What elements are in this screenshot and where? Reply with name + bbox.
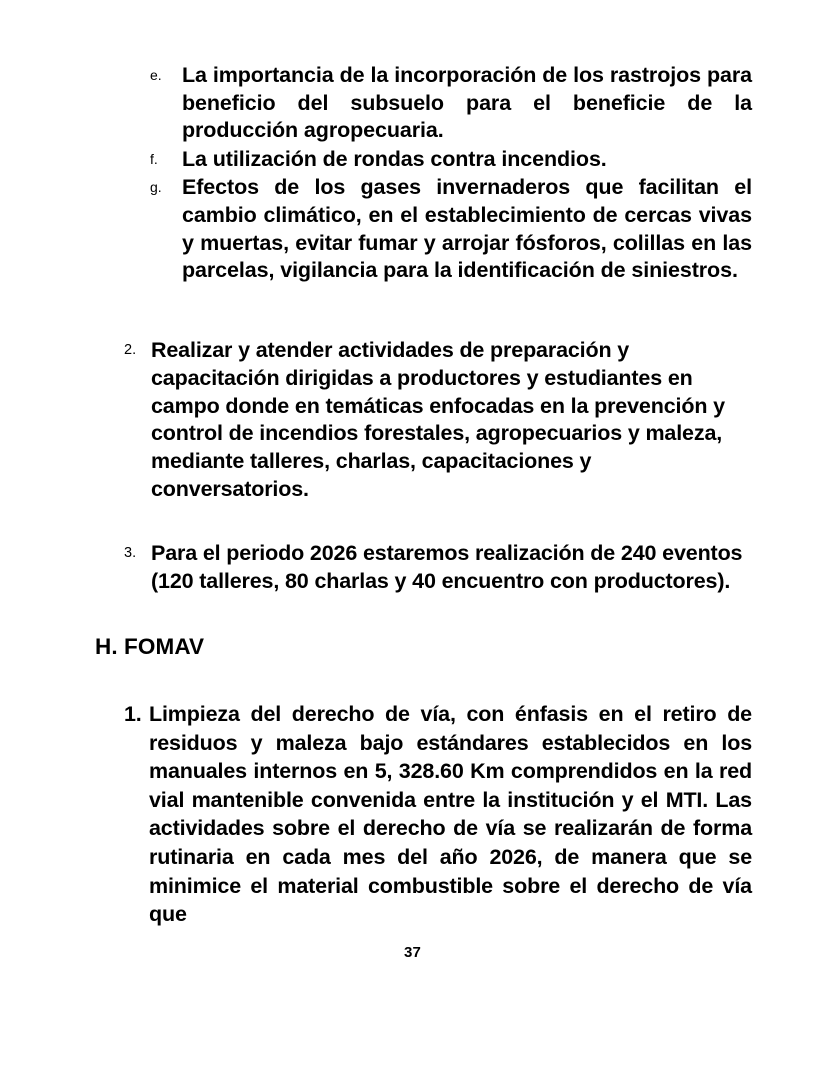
list-item	[124, 700, 752, 929]
lettered-sub-list	[148, 62, 752, 286]
numbered-list	[124, 337, 752, 595]
list-marker: 3.	[124, 544, 137, 561]
list-item-text: Efectos de los gases invernaderos que facilitan el cambio climático, en el establecimiento de cercas vivas y muertas, evitar fumar y arrojar fósforos, colillas en las parcelas, vigilancia para la identificación de siniestros.	[182, 175, 752, 283]
list-marker: f.	[150, 150, 158, 167]
list-item-text: La importancia de la incorporación de los rastrojos para beneficio del subsuelo para el beneficie de la producción agropecuaria.	[182, 63, 752, 143]
section-numbered-list	[124, 700, 752, 929]
list-item-text: Realizar y atender actividades de preparación y capacitación dirigidas a productores y estudiantes en campo donde en temáticas enfocadas en la prevención y control de incendios forestales, agropecuarios y maleza, mediante talleres, charlas, capacitaciones y conversatorios.	[151, 338, 725, 501]
list-item-text: Para el periodo 2026 estaremos realización de 240 eventos (120 talleres, 80 charlas y 40 encuentro con productores).	[151, 540, 743, 593]
list-marker: 2.	[124, 342, 137, 358]
section-heading: H. FOMAV	[95, 634, 205, 659]
list-item	[148, 146, 752, 174]
list-item	[148, 62, 752, 145]
list-item	[124, 540, 752, 596]
list-item-text: Limpieza del derecho de vía, con énfasis en el retiro de residuos y maleza bajo estándares establecidos en los manuales internos en 5, 328.60 Km comprendidos en la red vial mantenible convenida entre la institución y el MTI. Las actividades sobre el derecho de vía se realizarán de forma rutinaria en cada mes del año 2026, de manera que se minimice el material combustible sobre el derecho de vía que	[149, 702, 752, 927]
list-item	[148, 174, 752, 284]
list-marker: 1.	[124, 702, 142, 726]
list-item	[124, 337, 752, 504]
page-number: 37	[403, 944, 422, 961]
list-marker: e.	[150, 67, 162, 83]
list-item-text: La utilización de rondas contra incendios.	[182, 146, 607, 171]
list-marker: g.	[150, 179, 162, 196]
